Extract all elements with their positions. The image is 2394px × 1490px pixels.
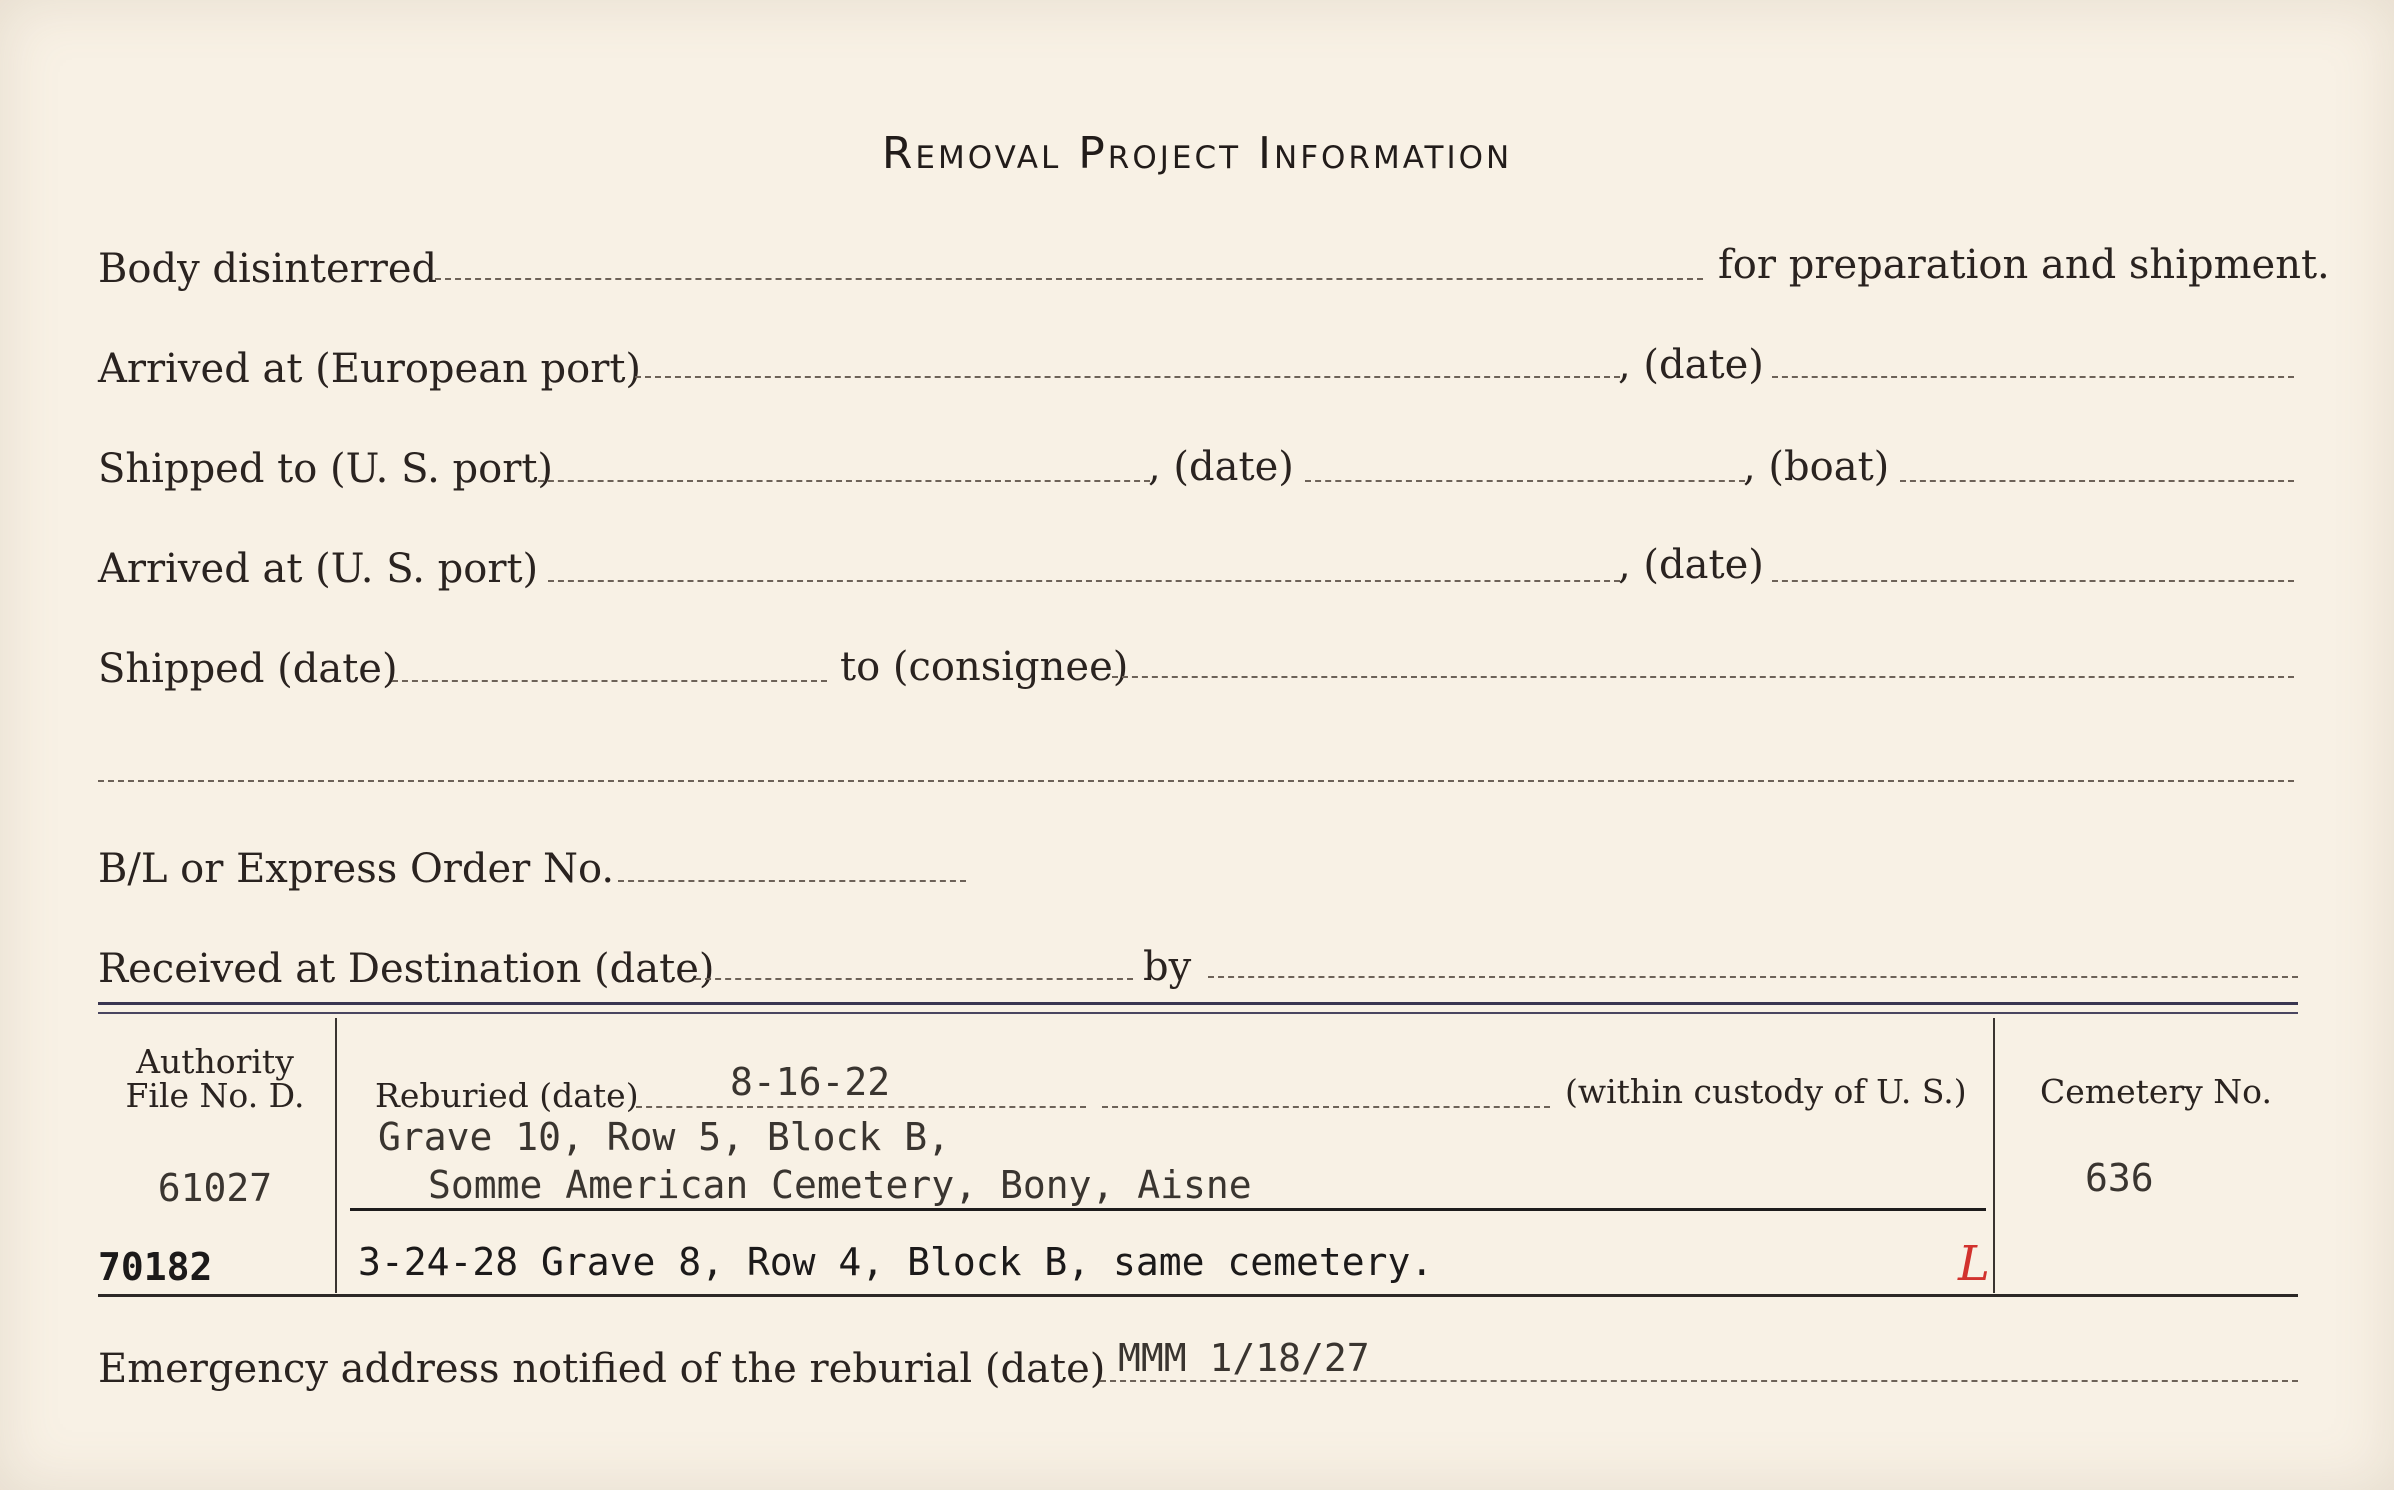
arrived-european-date-label: , (date) (1618, 342, 1764, 388)
arrived-us-date-field[interactable] (1772, 580, 2294, 582)
grave-line-2: Somme American Cemetery, Bony, Aisne (428, 1163, 1252, 1207)
arrived-us-label: Arrived at (U. S. port) (98, 546, 539, 592)
shipped-us-date-label: , (date) (1148, 444, 1294, 490)
arrived-european-port-field[interactable] (635, 376, 1620, 378)
authority-file-value: 61027 (157, 1166, 273, 1210)
bl-order-label: B/L or Express Order No. (98, 846, 615, 892)
emergency-date-value: MMM 1/18/27 (1118, 1336, 1370, 1380)
authority-label-line1: Authority (136, 1042, 294, 1081)
authority-label (115, 1042, 315, 1115)
arrived-us-port-field[interactable] (548, 580, 1620, 582)
cemetery-value: 636 (2085, 1156, 2154, 1200)
custody-label: (within custody of U. S.) (1565, 1072, 1967, 1111)
shipped-us-boat-label: , (boat) (1743, 444, 1890, 490)
authority-label-line2: File No. D. (125, 1076, 305, 1115)
body-disinterred-label: Body disinterred (98, 246, 438, 292)
page-title: Removal Project Information (881, 128, 1513, 179)
received-by-label: by (1143, 944, 1192, 990)
consignee-continued-field[interactable] (98, 780, 2294, 782)
received-by-field[interactable] (1208, 976, 2298, 978)
consignee-field[interactable] (1112, 676, 2294, 678)
shipped-us-port-field[interactable] (538, 480, 1150, 482)
shipped-us-date-field[interactable] (1305, 480, 1745, 482)
table-divider-left (335, 1018, 337, 1293)
reburied-custody-field[interactable] (1102, 1106, 1550, 1108)
body-disinterred-field[interactable] (435, 278, 1703, 280)
emergency-date-field[interactable] (1100, 1380, 2298, 1382)
cemetery-label: Cemetery No. (2040, 1072, 2272, 1111)
red-initial-mark: L (1958, 1236, 1990, 1292)
reburied-date-value: 8-16-22 (730, 1060, 891, 1104)
arrived-us-date-label: , (date) (1618, 542, 1764, 588)
shipped-us-label: Shipped to (U. S. port) (98, 446, 553, 492)
emergency-label: Emergency address notified of the reburial (date) (98, 1346, 1106, 1392)
grave-line-1: Grave 10, Row 5, Block B, (378, 1115, 950, 1159)
shipped-date-field[interactable] (392, 680, 827, 682)
received-date-field[interactable] (695, 978, 1133, 980)
table-divider-right (1993, 1018, 1995, 1293)
second-reburial-line: 3-24-28 Grave 8, Row 4, Block B, same cemetery. (358, 1240, 1434, 1284)
shipped-us-boat-field[interactable] (1900, 480, 2294, 482)
reburial-underline (350, 1208, 1986, 1211)
shipped-date-label: Shipped (date) (98, 646, 398, 692)
consignee-label: to (consignee) (840, 644, 1129, 690)
table-bottom-rule (98, 1294, 2298, 1297)
preparation-shipment-label: for preparation and shipment. (1718, 242, 2330, 288)
arrived-european-label: Arrived at (European port) (98, 346, 642, 392)
reburied-date-field[interactable] (636, 1106, 1086, 1108)
bl-order-field[interactable] (618, 880, 966, 882)
table-top-rule-2 (98, 1012, 2298, 1014)
reburied-label: Reburied (date) (375, 1076, 639, 1115)
table-top-rule (98, 1002, 2298, 1005)
second-file-value: 70182 (98, 1245, 213, 1289)
received-date-label: Received at Destination (date) (98, 946, 715, 992)
arrived-european-date-field[interactable] (1772, 376, 2294, 378)
